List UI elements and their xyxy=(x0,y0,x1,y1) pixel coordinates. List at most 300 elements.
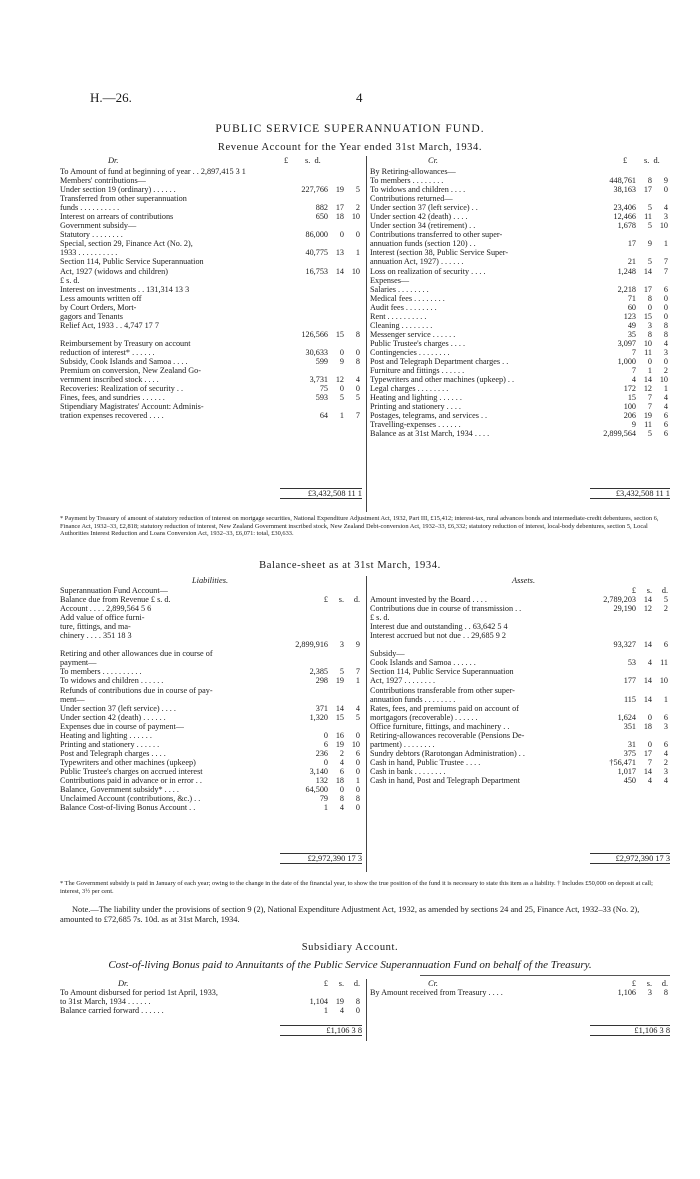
ledger-pence: 4 xyxy=(663,203,668,213)
subsidiary-debit-row xyxy=(60,979,362,988)
ledger-pence: d. xyxy=(353,979,360,988)
revenue-credit-row xyxy=(370,402,670,411)
ledger-shillings xyxy=(330,686,346,695)
ledger-shillings: 8 xyxy=(647,176,652,186)
ledger-pence: 0 xyxy=(355,785,360,795)
ledger-pounds: 9 xyxy=(631,420,636,430)
revenue-debit-row xyxy=(60,221,362,230)
ledger-pence: 0 xyxy=(355,1006,360,1016)
ledger-pounds xyxy=(588,167,638,176)
revenue-credit-row xyxy=(370,366,670,375)
ledger-item-label: Balance as at 31st March, 1934 . . . . xyxy=(370,429,490,439)
ledger-pounds xyxy=(280,604,330,613)
revenue-credit-row xyxy=(370,312,670,321)
ledger-shillings xyxy=(638,230,654,239)
ledger-pounds: 64 xyxy=(319,411,328,421)
ledger-shillings xyxy=(638,631,654,640)
ledger-shillings xyxy=(638,686,654,695)
ledger-shillings: 14 xyxy=(335,703,344,713)
revenue-credit-row xyxy=(370,285,670,294)
ledger-pence xyxy=(346,604,362,613)
ledger-shillings: 10 xyxy=(643,338,652,348)
ledger-pounds xyxy=(280,285,330,294)
revenue-credit-row xyxy=(370,167,670,176)
ledger-shillings: 9 xyxy=(647,239,652,249)
ledger-item-label: £ s. d. xyxy=(60,275,80,285)
revenue-debit-row xyxy=(60,276,362,285)
asset-row xyxy=(370,740,670,749)
ledger-item-label: annuation Act, 1927) . . . . . . xyxy=(370,257,464,267)
ledger-pounds: 1,624 xyxy=(617,712,636,722)
ledger-shillings xyxy=(330,402,346,411)
ledger-pounds: 29,190 xyxy=(613,604,636,614)
liability-row xyxy=(60,713,362,722)
ledger-shillings: 12 xyxy=(335,375,344,385)
ledger-item-label: Printing and stationery . . . . . . xyxy=(60,739,160,749)
ledger-pence xyxy=(654,230,670,239)
ledger-pence: 0 xyxy=(355,757,360,767)
ledger-shillings: 9 xyxy=(339,356,344,366)
ledger-pounds xyxy=(280,988,330,997)
ledger-pounds: 6 xyxy=(323,739,328,749)
revenue-debit-table xyxy=(60,167,362,420)
ledger-item-label: Typewriters and other machines (upkeep) . . xyxy=(370,375,515,385)
ledger-item-label: Act, 1927 . . . . . . . . xyxy=(370,676,436,686)
revenue-credit-row xyxy=(370,330,670,339)
ledger-item-label: funds . . . . . . . . . . xyxy=(60,203,120,213)
ledger-pence: 2 xyxy=(663,757,668,767)
ledger-shillings: 17 xyxy=(643,284,652,294)
ledger-pence: 10 xyxy=(659,375,668,385)
ledger-pence xyxy=(346,321,362,330)
ledger-pence: 10 xyxy=(659,221,668,231)
ledger-pounds: 650 xyxy=(315,212,328,222)
fund-title: PUBLIC SERVICE SUPERANNUATION FUND. xyxy=(215,123,485,135)
page-number: 4 xyxy=(356,90,363,105)
asset-row xyxy=(370,595,670,604)
ledger-shillings xyxy=(638,704,654,713)
ledger-pounds xyxy=(280,321,330,330)
revenue-credit-row xyxy=(370,176,670,185)
ledger-pence: 0 xyxy=(663,356,668,366)
asset-row xyxy=(370,749,670,758)
ledger-item-label: Loss on realization of security . . . . xyxy=(370,266,486,276)
ledger-shillings: 17 xyxy=(643,185,652,195)
ledger-pounds: 100 xyxy=(623,402,636,412)
ledger-item-label: Travelling-expenses . . . . . . xyxy=(370,420,461,430)
subsidiary-heading-rule xyxy=(420,975,670,976)
ledger-pounds xyxy=(280,649,330,658)
ledger-shillings: 4 xyxy=(339,803,344,813)
ledger-shillings: 16 xyxy=(335,730,344,740)
liability-row xyxy=(60,794,362,803)
ledger-pounds xyxy=(280,366,330,375)
ledger-pounds: 1,000 xyxy=(617,356,636,366)
liability-row xyxy=(60,731,362,740)
ledger-pence xyxy=(346,176,362,185)
ledger-item-label: annuation funds (section 120) . . xyxy=(370,239,476,249)
ledger-shillings: 5 xyxy=(647,203,652,213)
ledger-shillings: 8 xyxy=(647,329,652,339)
ledger-item-label: Members' contributions— xyxy=(60,176,146,186)
revenue-debit-row xyxy=(60,230,362,239)
liability-row xyxy=(60,595,362,604)
ledger-shillings: 12 xyxy=(643,384,652,394)
subsidiary-total-left: £1,106 3 8 xyxy=(280,1025,362,1036)
revenue-credit-row xyxy=(370,321,670,330)
ledger-pounds xyxy=(280,339,330,348)
balance-sheet-title: Balance-sheet as at 31st March, 1934. xyxy=(259,560,441,571)
ledger-pounds xyxy=(280,239,330,248)
ledger-pence xyxy=(346,695,362,704)
liability-row xyxy=(60,785,362,794)
ledger-pence: 3 xyxy=(663,212,668,222)
ledger-pence: 0 xyxy=(663,293,668,303)
subsidiary-dr-label: Dr. xyxy=(118,979,129,988)
ledger-pence xyxy=(346,631,362,640)
ledger-pounds: 123 xyxy=(623,311,636,321)
ledger-pounds: 1,017 xyxy=(617,766,636,776)
ledger-shillings xyxy=(330,695,346,704)
ledger-pounds xyxy=(588,667,638,676)
ledger-shillings: 3 xyxy=(647,320,652,330)
ledger-shillings xyxy=(330,276,346,285)
ledger-shillings: 4 xyxy=(647,658,652,668)
revenue-footnote: * Payment by Treasury of amount of statutory reduction of interest on mortgage securities, National Expenditure Adjustment Act, 1932, Part III, £15,412; interest-tax, rural advances bonds and intermediate-credit debentures, section 6, Finance Act, 1932–33, £2,818; statutory reduction of interest, New Zealand Government inscribed stock, New Zealand Debt-conversion Act, 1932–33, £6,332; statutory reduction of interest, local-body debentures, section 5, Local Authorities Interest Reduction and Loans Conversion Act, 1932–33, £6,071: total, £30,633. xyxy=(60,515,659,538)
ledger-pence: 4 xyxy=(355,703,360,713)
ledger-item-label: Medical fees . . . . . . . . xyxy=(370,293,445,303)
liabilities-table xyxy=(60,586,362,812)
liability-row xyxy=(60,640,362,649)
revenue-debit-row xyxy=(60,257,362,266)
ledger-pounds xyxy=(588,622,638,631)
liability-row xyxy=(60,622,362,631)
revenue-debit-row xyxy=(60,330,362,339)
ledger-pence xyxy=(346,257,362,266)
subsidiary-debit-row xyxy=(60,997,362,1006)
ledger-shillings: 14 xyxy=(335,266,344,276)
ledger-item-label: reduction of interest* . . . . . . xyxy=(60,347,155,357)
ledger-shillings: s. xyxy=(646,979,652,988)
ledger-pence xyxy=(346,339,362,348)
ledger-pounds xyxy=(280,176,330,185)
revenue-debit-row xyxy=(60,176,362,185)
ledger-pence xyxy=(346,686,362,695)
asset-row xyxy=(370,686,670,695)
ledger-pounds xyxy=(588,731,638,740)
ledger-item-label: Rates, fees, and premiums paid on account of xyxy=(370,703,519,713)
ledger-pounds xyxy=(588,704,638,713)
asset-row xyxy=(370,622,670,631)
asset-row xyxy=(370,658,670,667)
subsidiary-account-title: Subsidiary Account. xyxy=(301,942,399,953)
ledger-item-label xyxy=(60,330,280,339)
revenue-debit-row xyxy=(60,267,362,276)
ledger-item-label: Contingencies . . . . . . . . xyxy=(370,347,450,357)
liability-row xyxy=(60,749,362,758)
ledger-pence: 1 xyxy=(663,384,668,394)
ledger-pence: 1 xyxy=(355,775,360,785)
ledger-pence: 7 xyxy=(663,266,668,276)
ledger-shillings xyxy=(330,257,346,266)
ledger-item-label xyxy=(370,979,588,988)
ledger-pounds: 371 xyxy=(315,703,328,713)
ledger-pounds: 60 xyxy=(627,302,636,312)
ledger-shillings: 0 xyxy=(339,230,344,240)
ledger-pence: 6 xyxy=(355,748,360,758)
ledger-item-label: Contributions transferable from other super- xyxy=(370,685,515,695)
ledger-item-label: Amount invested by the Board . . . . xyxy=(370,595,487,605)
ledger-pence xyxy=(346,613,362,622)
revenue-right-col-headers xyxy=(623,156,660,165)
ledger-item-label: Statutory . . . . . . . . xyxy=(60,230,123,240)
subsidiary-debit-row xyxy=(60,1006,362,1015)
ledger-item-label: Section 114, Public Service Superannuation xyxy=(370,667,514,677)
ledger-item-label: Post and Telegraph charges . . . . xyxy=(60,748,166,758)
ledger-pence: 5 xyxy=(355,712,360,722)
ledger-pounds xyxy=(588,194,638,203)
ledger-item-label: Audit fees . . . . . . . . xyxy=(370,302,437,312)
ledger-pence: 8 xyxy=(355,329,360,339)
ledger-item-label: annuation funds . . . . . . . . xyxy=(370,694,456,704)
ledger-pence xyxy=(654,622,670,631)
ledger-pence xyxy=(654,649,670,658)
ledger-pence: d. xyxy=(661,979,668,988)
col-pounds-right: £ xyxy=(623,156,628,165)
ledger-pence xyxy=(346,294,362,303)
ledger-shillings: 4 xyxy=(339,1006,344,1016)
ledger-shillings: 14 xyxy=(643,266,652,276)
ledger-item-label: Under section 37 (left service) . . xyxy=(370,203,478,213)
ledger-item-label: Expenses due in course of payment— xyxy=(60,721,184,731)
ledger-shillings xyxy=(330,312,346,321)
ledger-pence xyxy=(346,622,362,631)
ledger-item-label: Balance due from Revenue £ s. d. xyxy=(60,595,171,605)
ledger-item-label: Sundry debtors (Rarotongan Administration) . . xyxy=(370,748,525,758)
ledger-shillings xyxy=(330,221,346,230)
ledger-pence: 4 xyxy=(663,393,668,403)
ledger-pence xyxy=(346,586,362,595)
revenue-credit-row xyxy=(370,221,670,230)
ledger-item-label: Cash in hand, Post and Telegraph Department xyxy=(370,775,521,785)
ledger-shillings: 17 xyxy=(643,748,652,758)
ledger-item-label: Retiring and other allowances due in course of xyxy=(60,649,213,659)
ledger-pence: 2 xyxy=(663,366,668,376)
revenue-credit-row xyxy=(370,357,670,366)
ledger-item-label: Less amounts written off xyxy=(60,293,142,303)
ledger-pence: 0 xyxy=(355,230,360,240)
liability-row xyxy=(60,676,362,685)
ledger-shillings xyxy=(638,613,654,622)
ledger-pence: 0 xyxy=(663,302,668,312)
subsidiary-debit-row xyxy=(60,988,362,997)
revenue-cr-label: Cr. xyxy=(428,156,439,165)
ledger-item-label: Cleaning . . . . . . . . xyxy=(370,320,433,330)
revenue-debit-row xyxy=(60,248,362,257)
ledger-pounds: 298 xyxy=(315,676,328,686)
ledger-item-label: Unclaimed Account (contributions, &c.) . . xyxy=(60,794,201,804)
ledger-shillings: 14 xyxy=(643,595,652,605)
ledger-pence xyxy=(346,402,362,411)
ledger-shillings: 0 xyxy=(339,785,344,795)
ledger-item-label: Interest due and outstanding . . 63,642 5 4 xyxy=(370,622,508,632)
ledger-item-label: Interest on arrears of contributions xyxy=(60,212,174,222)
revenue-credit-row xyxy=(370,230,670,239)
ledger-shillings: 14 xyxy=(643,375,652,385)
ledger-shillings: 5 xyxy=(339,393,344,403)
revenue-credit-row xyxy=(370,239,670,248)
ledger-pounds xyxy=(280,658,330,667)
ledger-pounds: 1,678 xyxy=(617,221,636,231)
subsidiary-credit-row xyxy=(370,979,670,988)
ledger-shillings: 7 xyxy=(647,757,652,767)
ledger-pounds: 7 xyxy=(631,347,636,357)
assets-label: Assets. xyxy=(512,576,536,585)
ledger-item-label: Under section 42 (death) . . . . xyxy=(370,212,468,222)
liability-row xyxy=(60,631,362,640)
revenue-credit-row xyxy=(370,212,670,221)
revenue-debit-row xyxy=(60,303,362,312)
ledger-pounds: 71 xyxy=(627,293,636,303)
ledger-item-label: Refunds of contributions due in course of pay- xyxy=(60,685,213,695)
ledger-pounds: 2,789,203 xyxy=(603,595,636,605)
ledger-item-label: Transferred from other superannuation xyxy=(60,194,187,204)
ledger-pounds: 177 xyxy=(623,676,636,686)
ledger-shillings: 14 xyxy=(643,640,652,650)
ledger-pence xyxy=(346,221,362,230)
ledger-pounds: 4 xyxy=(631,375,636,385)
ledger-pence: 8 xyxy=(355,356,360,366)
revenue-account-title: Revenue Account for the Year ended 31st March, 1934. xyxy=(217,142,483,153)
ledger-pounds xyxy=(588,613,638,622)
subsidiary-credit-row xyxy=(370,988,670,997)
revenue-credit-row xyxy=(370,429,670,438)
revenue-debit-row xyxy=(60,294,362,303)
ledger-pounds: 93,327 xyxy=(613,640,636,650)
ledger-pounds: 132 xyxy=(315,775,328,785)
ledger-pounds: 236 xyxy=(315,748,328,758)
ledger-pounds xyxy=(280,622,330,631)
ledger-pounds: 23,406 xyxy=(613,203,636,213)
asset-row xyxy=(370,776,670,785)
ledger-shillings: 18 xyxy=(335,775,344,785)
ledger-item-label: Rent . . . . . . . . . . xyxy=(370,311,427,321)
liability-row xyxy=(60,740,362,749)
subsidiary-debit-table xyxy=(60,979,362,1015)
ledger-item-label: Balance carried forward . . . . . . xyxy=(60,1006,164,1016)
ledger-pence xyxy=(346,276,362,285)
revenue-debit-row xyxy=(60,348,362,357)
ledger-shillings: 12 xyxy=(643,604,652,614)
ledger-item-label xyxy=(60,640,280,649)
ledger-pounds: 1,320 xyxy=(309,712,328,722)
ledger-pence xyxy=(654,667,670,676)
revenue-credit-row xyxy=(370,420,670,429)
ledger-shillings: s. xyxy=(338,979,344,988)
liability-row xyxy=(60,704,362,713)
liability-row xyxy=(60,776,362,785)
ledger-item-label: Subsidy, Cook Islands and Samoa . . . . xyxy=(60,356,188,366)
ledger-item-label: Reimbursement by Treasury on account xyxy=(60,338,191,348)
ledger-shillings: 1 xyxy=(647,366,652,376)
col-pounds: £ xyxy=(284,156,289,165)
ledger-pence: 2 xyxy=(355,203,360,213)
ledger-shillings xyxy=(638,667,654,676)
ledger-pounds: 53 xyxy=(627,658,636,668)
ledger-shillings xyxy=(330,604,346,613)
ledger-item-label: Post and Telegraph Department charges . . xyxy=(370,356,509,366)
revenue-credit-row xyxy=(370,248,670,257)
ledger-item-label: Public Trustee's charges . . . . xyxy=(370,338,466,348)
ledger-pounds xyxy=(280,402,330,411)
ledger-shillings: s. xyxy=(646,586,652,595)
ledger-pence: 4 xyxy=(663,402,668,412)
ledger-item-label: Postages, telegrams, and services . . xyxy=(370,411,488,421)
ledger-shillings xyxy=(638,248,654,257)
ledger-item-label: Act, 1927 (widows and children) xyxy=(60,266,169,276)
ledger-shillings: 7 xyxy=(647,393,652,403)
ledger-item-label: Government subsidy— xyxy=(60,221,137,231)
ledger-shillings: 0 xyxy=(647,356,652,366)
ledger-shillings xyxy=(330,321,346,330)
ledger-pence: 8 xyxy=(663,320,668,330)
revenue-credit-row xyxy=(370,276,670,285)
ledger-pence xyxy=(346,649,362,658)
ledger-item-label: vernment inscribed stock . . . . xyxy=(60,375,159,385)
ledger-shillings: 17 xyxy=(335,203,344,213)
revenue-debit-row xyxy=(60,203,362,212)
revenue-debit-row xyxy=(60,167,362,176)
ledger-item-label: 1933 . . . . . . . . . . xyxy=(60,248,118,258)
ledger-shillings: 11 xyxy=(644,420,652,430)
ledger-item-label: Legal charges . . . . . . . . xyxy=(370,384,449,394)
ledger-shillings: 5 xyxy=(647,257,652,267)
ledger-pounds: 593 xyxy=(315,393,328,403)
liability-row xyxy=(60,604,362,613)
ledger-pounds xyxy=(280,276,330,285)
ledger-pence: 6 xyxy=(663,712,668,722)
ledger-item-label: Contributions paid in advance or in error . . xyxy=(60,775,202,785)
col-shillings-right: s. xyxy=(643,156,650,165)
revenue-credit-row xyxy=(370,375,670,384)
ledger-pounds xyxy=(588,649,638,658)
ledger-pence xyxy=(654,613,670,622)
ledger-item-label: Superannuation Fund Account— xyxy=(60,586,168,595)
balance-center-rule xyxy=(366,576,367,872)
ledger-pounds xyxy=(280,294,330,303)
ledger-pence: 7 xyxy=(663,257,668,267)
ledger-item-label: Furniture and fittings . . . . . . xyxy=(370,366,465,376)
ledger-pence: 9 xyxy=(663,176,668,186)
ledger-item-label xyxy=(370,640,588,649)
ledger-item-label: by Court Orders, Mort- xyxy=(60,302,137,312)
ledger-item-label: Special, section 29, Finance Act (No. 2), xyxy=(60,239,193,249)
ledger-shillings: 5 xyxy=(647,429,652,439)
ledger-shillings xyxy=(330,722,346,731)
ledger-pence xyxy=(346,239,362,248)
ledger-shillings xyxy=(638,276,654,285)
ledger-item-label: Balance, Government subsidy* . . . . xyxy=(60,785,179,795)
ledger-item-label: Heating and lighting . . . . . . xyxy=(60,730,152,740)
ledger-pence: 10 xyxy=(659,676,668,686)
ledger-shillings xyxy=(330,658,346,667)
ledger-pence: 4 xyxy=(663,748,668,758)
revenue-debit-row xyxy=(60,366,362,375)
ledger-pounds: 38,163 xyxy=(613,185,636,195)
ledger-shillings: 14 xyxy=(643,694,652,704)
revenue-debit-row xyxy=(60,321,362,330)
ledger-pounds: 2,899,916 xyxy=(295,640,328,650)
